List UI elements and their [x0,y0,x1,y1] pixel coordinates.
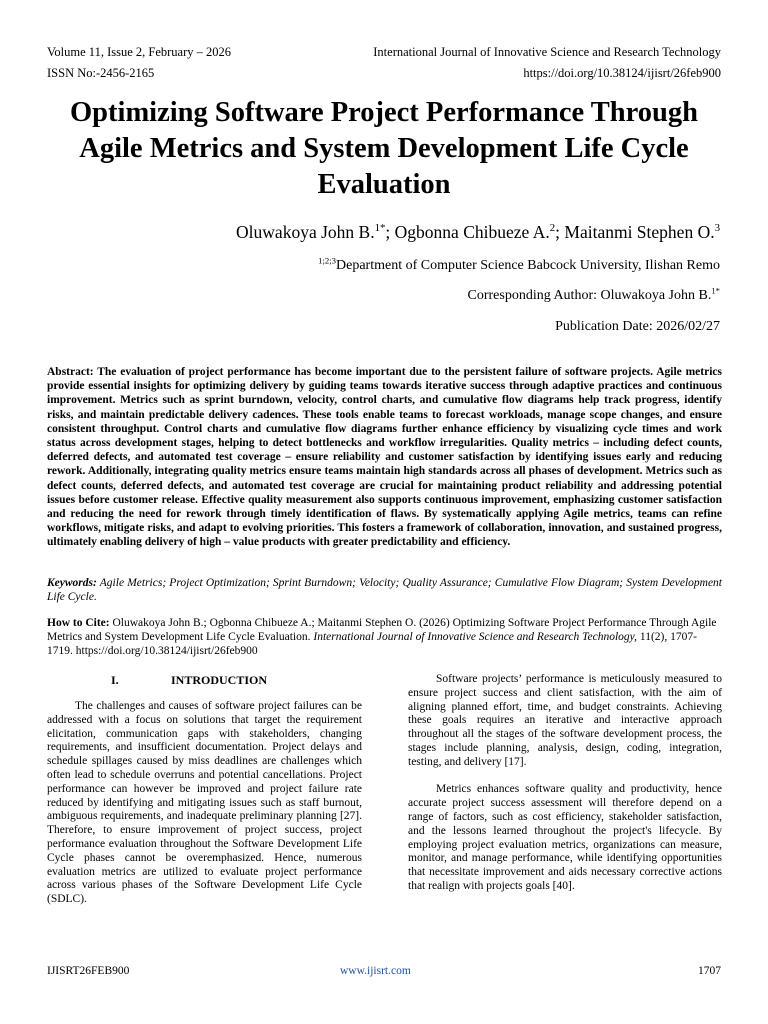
paper-title: Optimizing Software Project Performance Through Agile Metrics and System Development Life Cycle Evaluation [70,97,698,200]
citation-label: How to Cite: [47,617,110,629]
header-journal: International Journal of Innovative Science and Research Technology [373,45,721,59]
affiliation [318,255,720,274]
body-paragraph: Metrics enhances software quality and productivity, hence accurate project success assessment will therefore depend on a range of factors, such as cost efficiency, stakeholder satisfaction, and the lessons learned throughout the project's lifecycle. By employing project evaluation metrics, organizations can measure, monitor, and manage performance, while identifying opportunities that necessitate improvement and aids necessary corrective actions that realign with projects goals [40]. [408,783,722,892]
page-number: 1707 [698,965,721,977]
abstract: Abstract: The evaluation of project performance has become important due to the persistent failure of software projects. Agile metrics provide essential insights for optimizing delivery by guiding teams towards iterative success through adaptive practices and continuous improvement. Metrics such as sprint burndown, velocity, control charts, and cumulative flow diagrams help track progress, identify risks, and maintain predictable delivery cadences. These tools enable teams to forecast workloads, manage scope changes, and ensure consistent throughput. Control charts and cumulative flow diagrams further enhance efficiency by visualizing cycle times and work status across development stages, helping to detect bottlenecks and workflow irregularities. Quality metrics – including defect counts, deferred defects, and automated test coverage – ensure reliability and customer satisfaction by identifying issues early and reducing rework. Additionally, integrating quality metrics ensure teams maintain high standards across all phases of development. Metrics such as defect counts, deferred defects, and automated test coverage are crucial for maintaining product reliability and addressing potential issues before customer release. Effective quality measurement also supports continuous improvement, emphasizing customer satisfaction and reducing the need for rework through timely identification of flaws. By systematically applying Agile metrics, teams can refine workflows, mitigate risks, and adapt to evolving priorities. This fosters a framework of collaboration, innovation, and sustained progress, ultimately enabling delivery of high – value products with greater predictability and efficiency. [47,366,722,549]
citation-text: Oluwakoya John B.; Ogbonna Chibueze A.; Maitanmi Stephen O. (2026) Optimizing Software Project Performance Through Agile Metrics and System Development Life Cycle Evaluation. [47,617,717,644]
header-issn: ISSN No:-2456-2165 [47,66,155,80]
affiliation-sup: 1;2;3 [318,255,336,266]
footer-website-link[interactable]: www.ijisrt.com [340,965,411,977]
right-column [408,673,722,894]
section-title: INTRODUCTION [171,673,268,687]
author-2-sup: 2 [549,222,556,235]
left-column [47,700,362,907]
author-separator: ; [555,222,565,242]
corresponding-sup: 1* [711,285,720,296]
corresponding-text: Corresponding Author: Oluwakoya John B. [467,288,712,303]
body-paragraph: The challenges and causes of software project failures can be addressed with a focus on solutions that target the requirement elicitation, communication gaps with stakeholders, changing requirements, and insufficient documentation. Project delays and schedule spillages caused by miss deadlines are challenges which often lead to schedule overruns and potential cancellations. Project performance can however be improved and project failure rate reduced by identifying and mitigating issues such as staff burnout, ambiguous requirements, and inadequate preliminary planning [27]. Therefore, to ensure improvement of project success, project performance evaluation throughout the Software Development Life Cycle phases cannot be overemphasized. Hence, numerous evaluation metrics are utilized to evaluate project performance across various phases of the Software Development Life Cycle (SDLC). [47,700,362,906]
author-3-sup: 3 [714,222,720,235]
footer-code: IJISRT26FEB900 [47,965,130,977]
author-list [236,222,720,243]
author-separator: ; [385,222,395,242]
header-volume: Volume 11, Issue 2, February – 2026 [47,45,232,59]
author-1-sup: 1* [374,222,386,235]
citation [47,616,722,659]
header-doi-link[interactable]: https://doi.org/10.38124/ijisrt/26feb900 [523,66,721,80]
keywords-text: Agile Metrics; Project Optimization; Sprint Burndown; Velocity; Quality Assurance; Cumulative Flow Diagram; System Development Life Cycle. [47,577,722,604]
citation-journal: International Journal of Innovative Science and Research Technology, [313,631,637,644]
citation-details: 11(2), 1707-1719. https://doi.org/10.38124/ijisrt/26feb900 [47,631,697,658]
keywords-label: Keywords: [47,577,97,589]
author-1: Oluwakoya John B. [236,222,375,242]
body-paragraph: Software projects’ performance is meticulously measured to ensure project success and client satisfaction, with the aim of aligning planned effort, time, and budget constraints. Achieving these goals requires an iterative and interactive approach throughout all the stages of the software development process, the stages include planning, analysis, design, coding, integration, testing, and delivery [17]. [408,673,722,768]
corresponding-author [467,285,721,304]
author-3: Maitanmi Stephen O. [564,222,715,242]
affiliation-text: Department of Computer Science Babcock University, Ilishan Remo [336,258,720,273]
keywords [47,576,722,604]
section-number: I. [111,673,119,687]
author-2: Ogbonna Chibueze A. [394,222,550,242]
publication-date: Publication Date: 2026/02/27 [555,319,720,334]
